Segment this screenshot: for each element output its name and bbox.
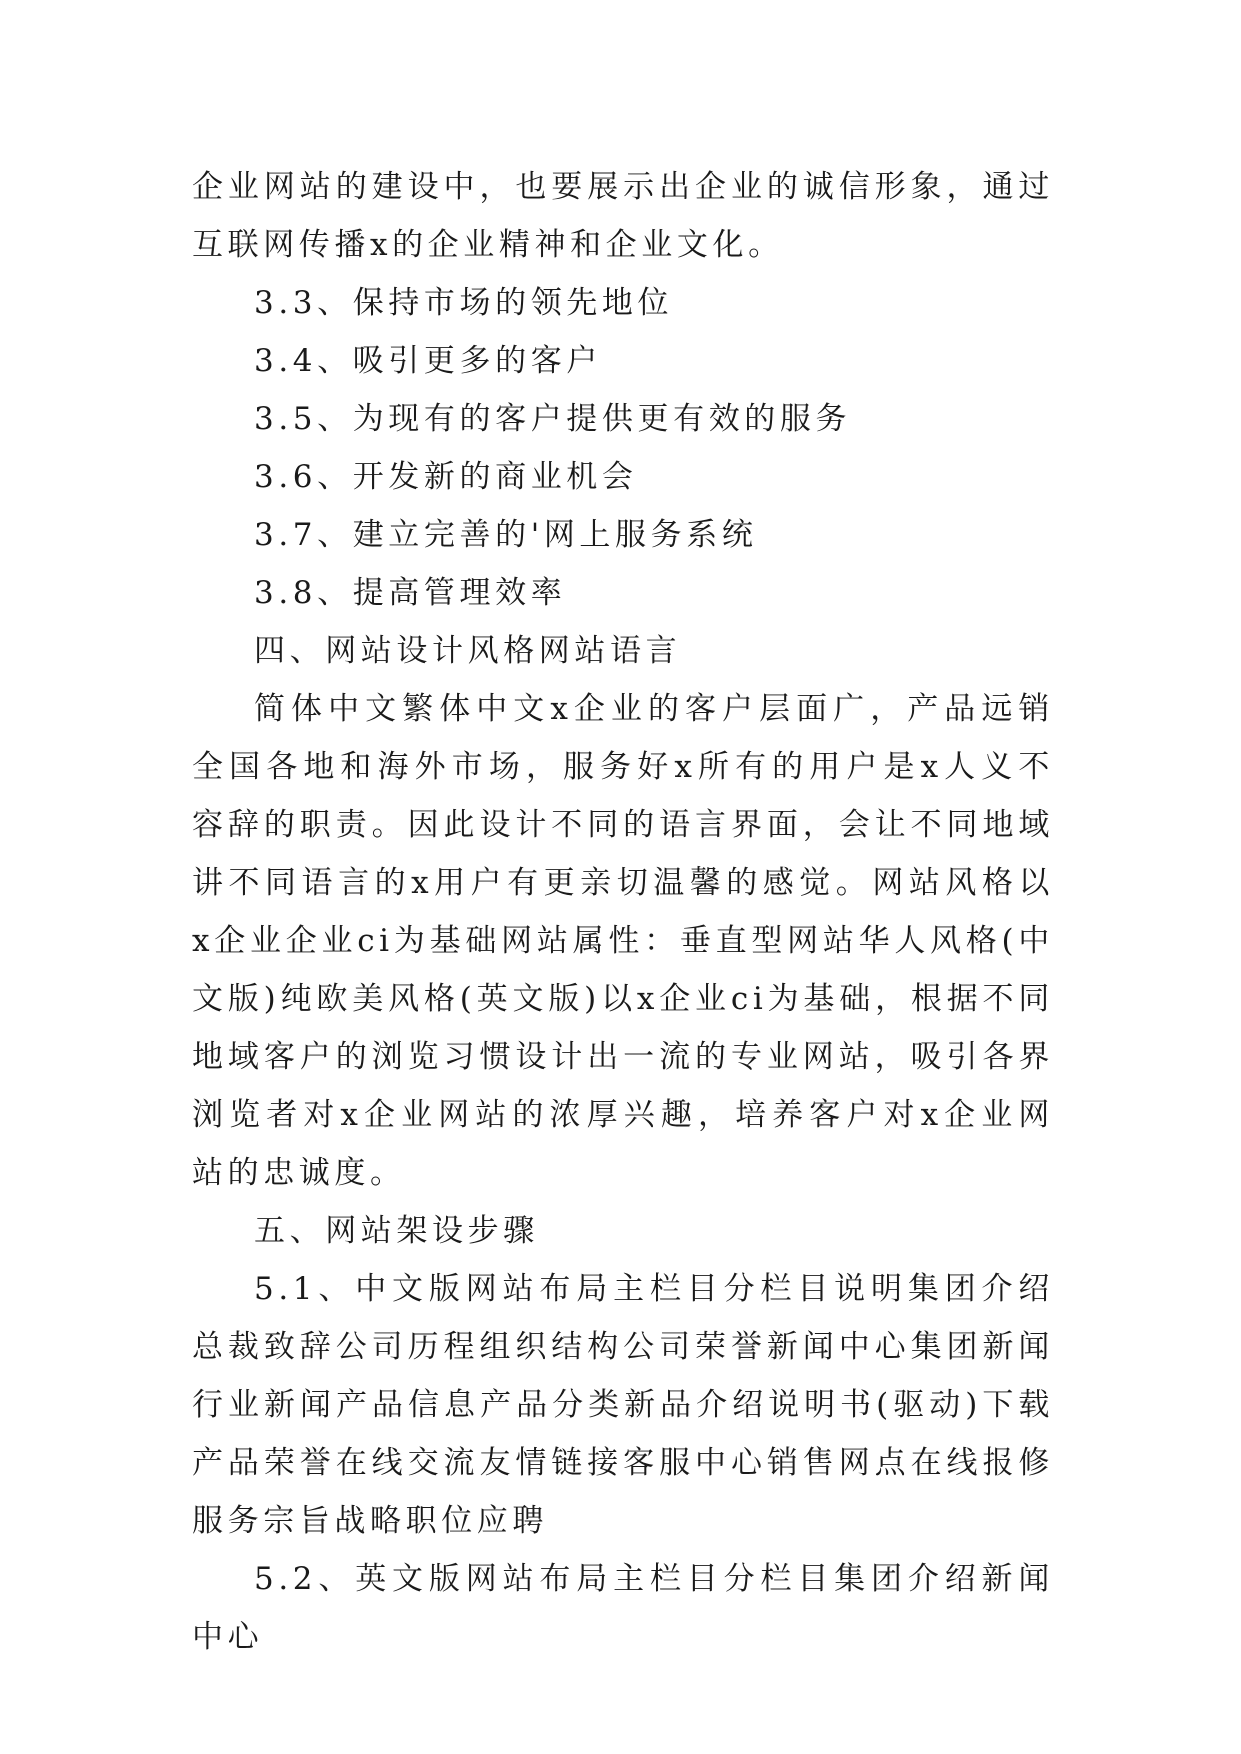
list-item-3-5: 3.5、为现有的客户提供更有效的服务 <box>254 401 852 437</box>
paragraph-5-2: 5.2、英文版网站布局主栏目分栏目集团介绍新闻中心 <box>192 1561 1054 1655</box>
list-item-3-7: 3.7、建立完善的'网上服务系统 <box>254 517 758 553</box>
paragraph-intro: 企业网站的建设中，也要展示出企业的诚信形象，通过互联网传播x的企业精神和企业文化。 <box>192 169 1054 263</box>
paragraph-5-1: 5.1、中文版网站布局主栏目分栏目说明集团介绍总裁致辞公司历程组织结构公司荣誉新闻中心集团新闻行业新闻产品信息产品分类新品介绍说明书(驱动)下载产品荣誉在线交流友情链接客服中心销售网点在线报修服务宗旨战略职位应聘 <box>192 1271 1054 1539</box>
list-item-3-3: 3.3、保持市场的领先地位 <box>254 285 674 321</box>
list-item-3-6: 3.6、开发新的商业机会 <box>254 459 638 495</box>
list-item-3-8: 3.8、提高管理效率 <box>254 575 567 611</box>
paragraph-site-style: 简体中文繁体中文x企业的客户层面广，产品远销全国各地和海外市场，服务好x所有的用户是x人义不容辞的职责。因此设计不同的语言界面，会让不同地域讲不同语言的x用户有更亲切温馨的感觉。网站风格以x企业企业ci为基础网站属性：垂直型网站华人风格(中文版)纯欧美风格(英文版)以x企业ci为基础，根据不同地域客户的浏览习惯设计出一流的专业网站，吸引各界浏览者对x企业网站的浓厚兴趣，培养客户对x企业网站的忠诚度。 <box>192 691 1054 1191</box>
document-body <box>192 158 1054 1666</box>
list-item-3-4: 3.4、吸引更多的客户 <box>254 343 602 379</box>
section-heading-5: 五、网站架设步骤 <box>254 1213 539 1249</box>
section-heading-4: 四、网站设计风格网站语言 <box>254 633 682 669</box>
